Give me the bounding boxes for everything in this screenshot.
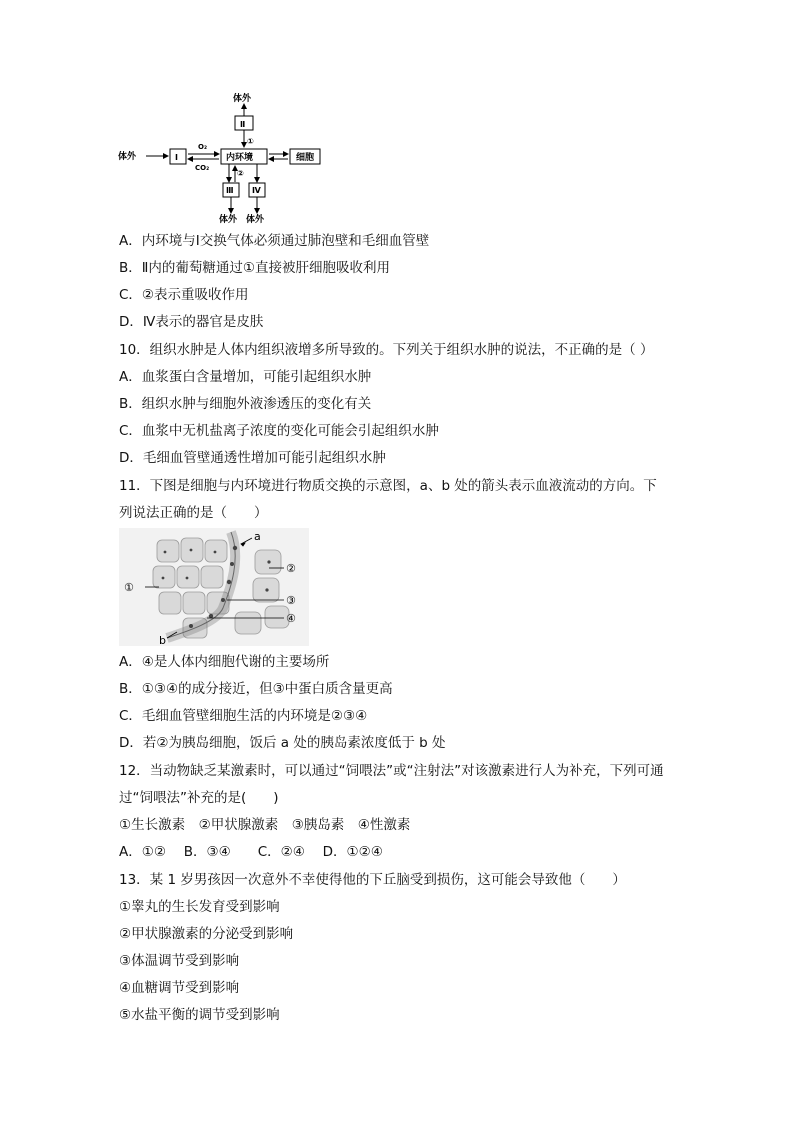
mark-2-label: ② <box>237 169 244 178</box>
q11-option-c: C．毛细血管壁细胞生活的内环境是②③④ <box>119 708 368 724</box>
q10-stem: 10．组织水肿是人体内组织液增多所导致的。下列关于组织水肿的说法，不正确的是（ ） <box>119 342 654 358</box>
q9-option-a: A．内环境与Ⅰ交换气体必须通过肺泡壁和毛细血管壁 <box>119 233 430 249</box>
q9-option-b: B．Ⅱ内的葡萄糖通过①直接被肝细胞吸收利用 <box>119 260 391 276</box>
mark-1-label: ① <box>247 137 254 146</box>
label-2: ② <box>286 562 296 575</box>
q13-item-4: ④血糖调节受到影响 <box>119 980 240 996</box>
q11-option-a: A．④是人体内细胞代谢的主要场所 <box>119 654 330 670</box>
q12-stem-line2: 过“饲喂法”补充的是( ) <box>119 790 279 806</box>
box-4-label: Ⅳ <box>252 186 261 195</box>
q9-option-c: C．②表示重吸收作用 <box>119 287 249 303</box>
o2-label: O₂ <box>198 143 208 151</box>
q11-option-d: D．若②为胰岛细胞，饭后 a 处的胰岛素浓度低于 b 处 <box>119 735 446 751</box>
box-1-label: Ⅰ <box>175 153 178 162</box>
tissue-exchange-diagram <box>119 528 309 646</box>
q10-option-b: B．组织水肿与细胞外液渗透压的变化有关 <box>119 396 372 412</box>
box-3-label: Ⅲ <box>226 186 234 195</box>
q12-options: A．①② B．③④ C．②④ D．①②④ <box>119 844 383 860</box>
q9-option-d: D．Ⅳ表示的器官是皮肤 <box>119 314 264 330</box>
q10-option-d: D．毛细血管壁通透性增加可能引起组织水肿 <box>119 450 386 466</box>
q13-item-5: ⑤水盐平衡的调节受到影响 <box>119 1007 280 1023</box>
outside-label-top: 体外 <box>233 94 252 104</box>
q10-option-c: C．血浆中无机盐离子浓度的变化可能会引起组织水肿 <box>119 423 439 439</box>
q12-items: ①生长激素 ②甲状腺激素 ③胰岛素 ④性激素 <box>119 817 411 833</box>
label-1: ① <box>124 581 134 594</box>
outside-label-bottom-right: 体外 <box>246 215 265 224</box>
q10-option-a: A．血浆蛋白含量增加，可能引起组织水肿 <box>119 369 372 385</box>
label-3: ③ <box>286 594 296 607</box>
label-4: ④ <box>286 612 296 625</box>
label-a: a <box>254 530 261 543</box>
q11-stem-line2: 列说法正确的是（ ） <box>119 505 268 521</box>
q12-stem-line1: 12．当动物缺乏某激素时，可以通过“饲喂法”或“注射法”对该激素进行人为补充，下列可通 <box>119 763 664 779</box>
center-label: 内环境 <box>226 153 254 163</box>
label-b: b <box>159 634 166 646</box>
outside-label-left: 体外 <box>118 152 137 162</box>
q13-item-3: ③体温调节受到影响 <box>119 953 240 969</box>
q13-item-1: ①睾丸的生长发育受到影响 <box>119 899 280 915</box>
internal-environment-diagram <box>116 92 336 224</box>
q11-option-b: B．①③④的成分接近，但③中蛋白质含量更高 <box>119 681 393 697</box>
co2-label: CO₂ <box>195 164 210 172</box>
outside-label-bottom-left: 体外 <box>219 215 238 224</box>
cell-label: 细胞 <box>296 153 315 163</box>
box-2-label: Ⅱ <box>240 120 246 129</box>
q13-item-2: ②甲状腺激素的分泌受到影响 <box>119 926 294 942</box>
q11-stem-line1: 11．下图是细胞与内环境进行物质交换的示意图，a、b 处的箭头表示血液流动的方向。下 <box>119 478 657 494</box>
q13-stem: 13．某 1 岁男孩因一次意外不幸使得他的下丘脑受到损伤，这可能会导致他（ ） <box>119 872 626 888</box>
